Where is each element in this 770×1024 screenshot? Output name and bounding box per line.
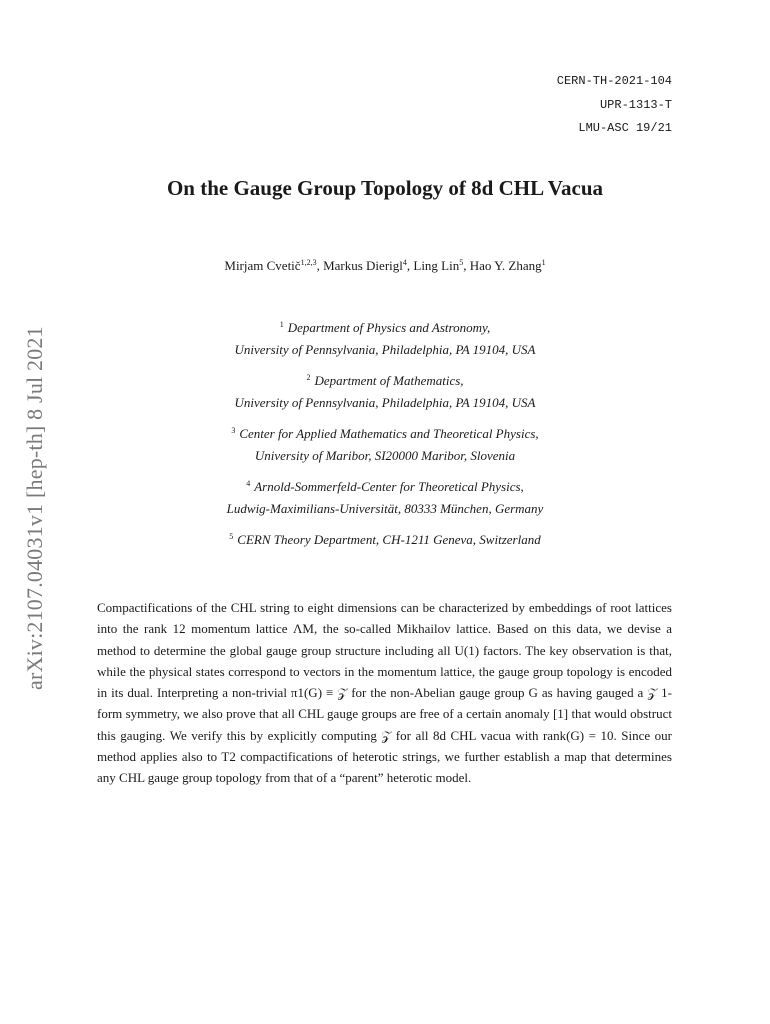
affiliation-line: University of Maribor, SI20000 Maribor, Slovenia — [254, 447, 516, 463]
author-separator: , — [316, 258, 324, 273]
affiliation-line: University of Pennsylvania, Philadelphia, PA 19104, USA — [234, 394, 536, 410]
author — [323, 258, 413, 273]
abstract-text: Compactifications of the CHL string to eight dimensions can be characterized by embeddings of root lattices into the rank 12 momentum lattice ΛM, the so-called Mikhailov lattice. Based on this data, we devise a method to determine the global gauge group structure including all U(1) factors. The key observation is that, while the physical states correspond to vectors in the momentum lattice, the gauge group topology is encoded in its dual. Interpreting a non-trivial π1(G) ≡ 𝒵 for the non-Abelian gauge group G as having gauged a 𝒵 1-form symmetry, we also prove that all CHL gauge groups are free of a certain anomaly [1] that would obstruct this gauging. We verify this by explicitly computing 𝒵 for all 8d CHL vacua with rank(G) = 10. Since our method applies also to T2 compactifications of heterotic strings, we further establish a map that determines any CHL gauge group topology from that of a “parent” heterotic model. — [97, 600, 672, 786]
author-affiliation-mark: 5 — [459, 258, 464, 267]
report-number: UPR-1313-T — [599, 97, 672, 112]
abstract — [97, 597, 672, 789]
report-numbers — [557, 70, 672, 141]
author-affiliation-mark: 1,2,3 — [300, 258, 317, 267]
author-affiliation-mark: 4 — [402, 258, 407, 267]
affiliation-mark: 5 — [229, 532, 234, 541]
affiliation-mark: 4 — [246, 479, 251, 488]
affiliation-line: CERN Theory Department, CH-1211 Geneva, Switzerland — [237, 532, 541, 547]
affiliation-list — [0, 314, 770, 558]
paper-title: On the Gauge Group Topology of 8d CHL Vacua — [166, 176, 604, 200]
affiliation-line: Center for Applied Mathematics and Theoretical Physics, — [239, 426, 539, 441]
author — [470, 258, 546, 273]
author-list — [0, 258, 770, 274]
report-number: CERN-TH-2021-104 — [556, 74, 672, 88]
author — [413, 258, 469, 273]
author-name: Mirjam Cvetič — [224, 258, 301, 273]
author-name: Hao Y. Zhang — [469, 258, 542, 273]
author-affiliation-mark: 1 — [541, 258, 546, 267]
affiliation-line: Arnold-Sommerfeld-Center for Theoretical Physics, — [254, 479, 524, 494]
affiliation-mark: 1 — [279, 320, 284, 329]
affiliation-line: Department of Physics and Astronomy, — [287, 320, 491, 335]
report-number: LMU-ASC 19/21 — [578, 121, 672, 135]
affiliation-mark: 2 — [306, 373, 311, 382]
author-name: Markus Dierigl — [323, 258, 403, 273]
affiliation — [0, 314, 770, 360]
author-separator: , — [463, 258, 470, 273]
affiliation-line: Department of Mathematics, — [314, 373, 464, 388]
affiliation-line: Ludwig-Maximilians-Universität, 80333 München, Germany — [226, 500, 544, 516]
affiliation — [0, 420, 770, 466]
author-separator: , — [406, 258, 414, 273]
author-name: Ling Lin — [413, 258, 460, 273]
affiliation — [0, 526, 770, 551]
author — [224, 258, 323, 273]
affiliation — [0, 473, 770, 519]
affiliation-mark: 3 — [231, 426, 236, 435]
arxiv-identifier-stamp: arXiv:2107.04031v1 [hep-th] 8 Jul 2021 — [22, 326, 47, 690]
affiliation-line: University of Pennsylvania, Philadelphia, PA 19104, USA — [234, 341, 536, 357]
affiliation — [0, 367, 770, 413]
